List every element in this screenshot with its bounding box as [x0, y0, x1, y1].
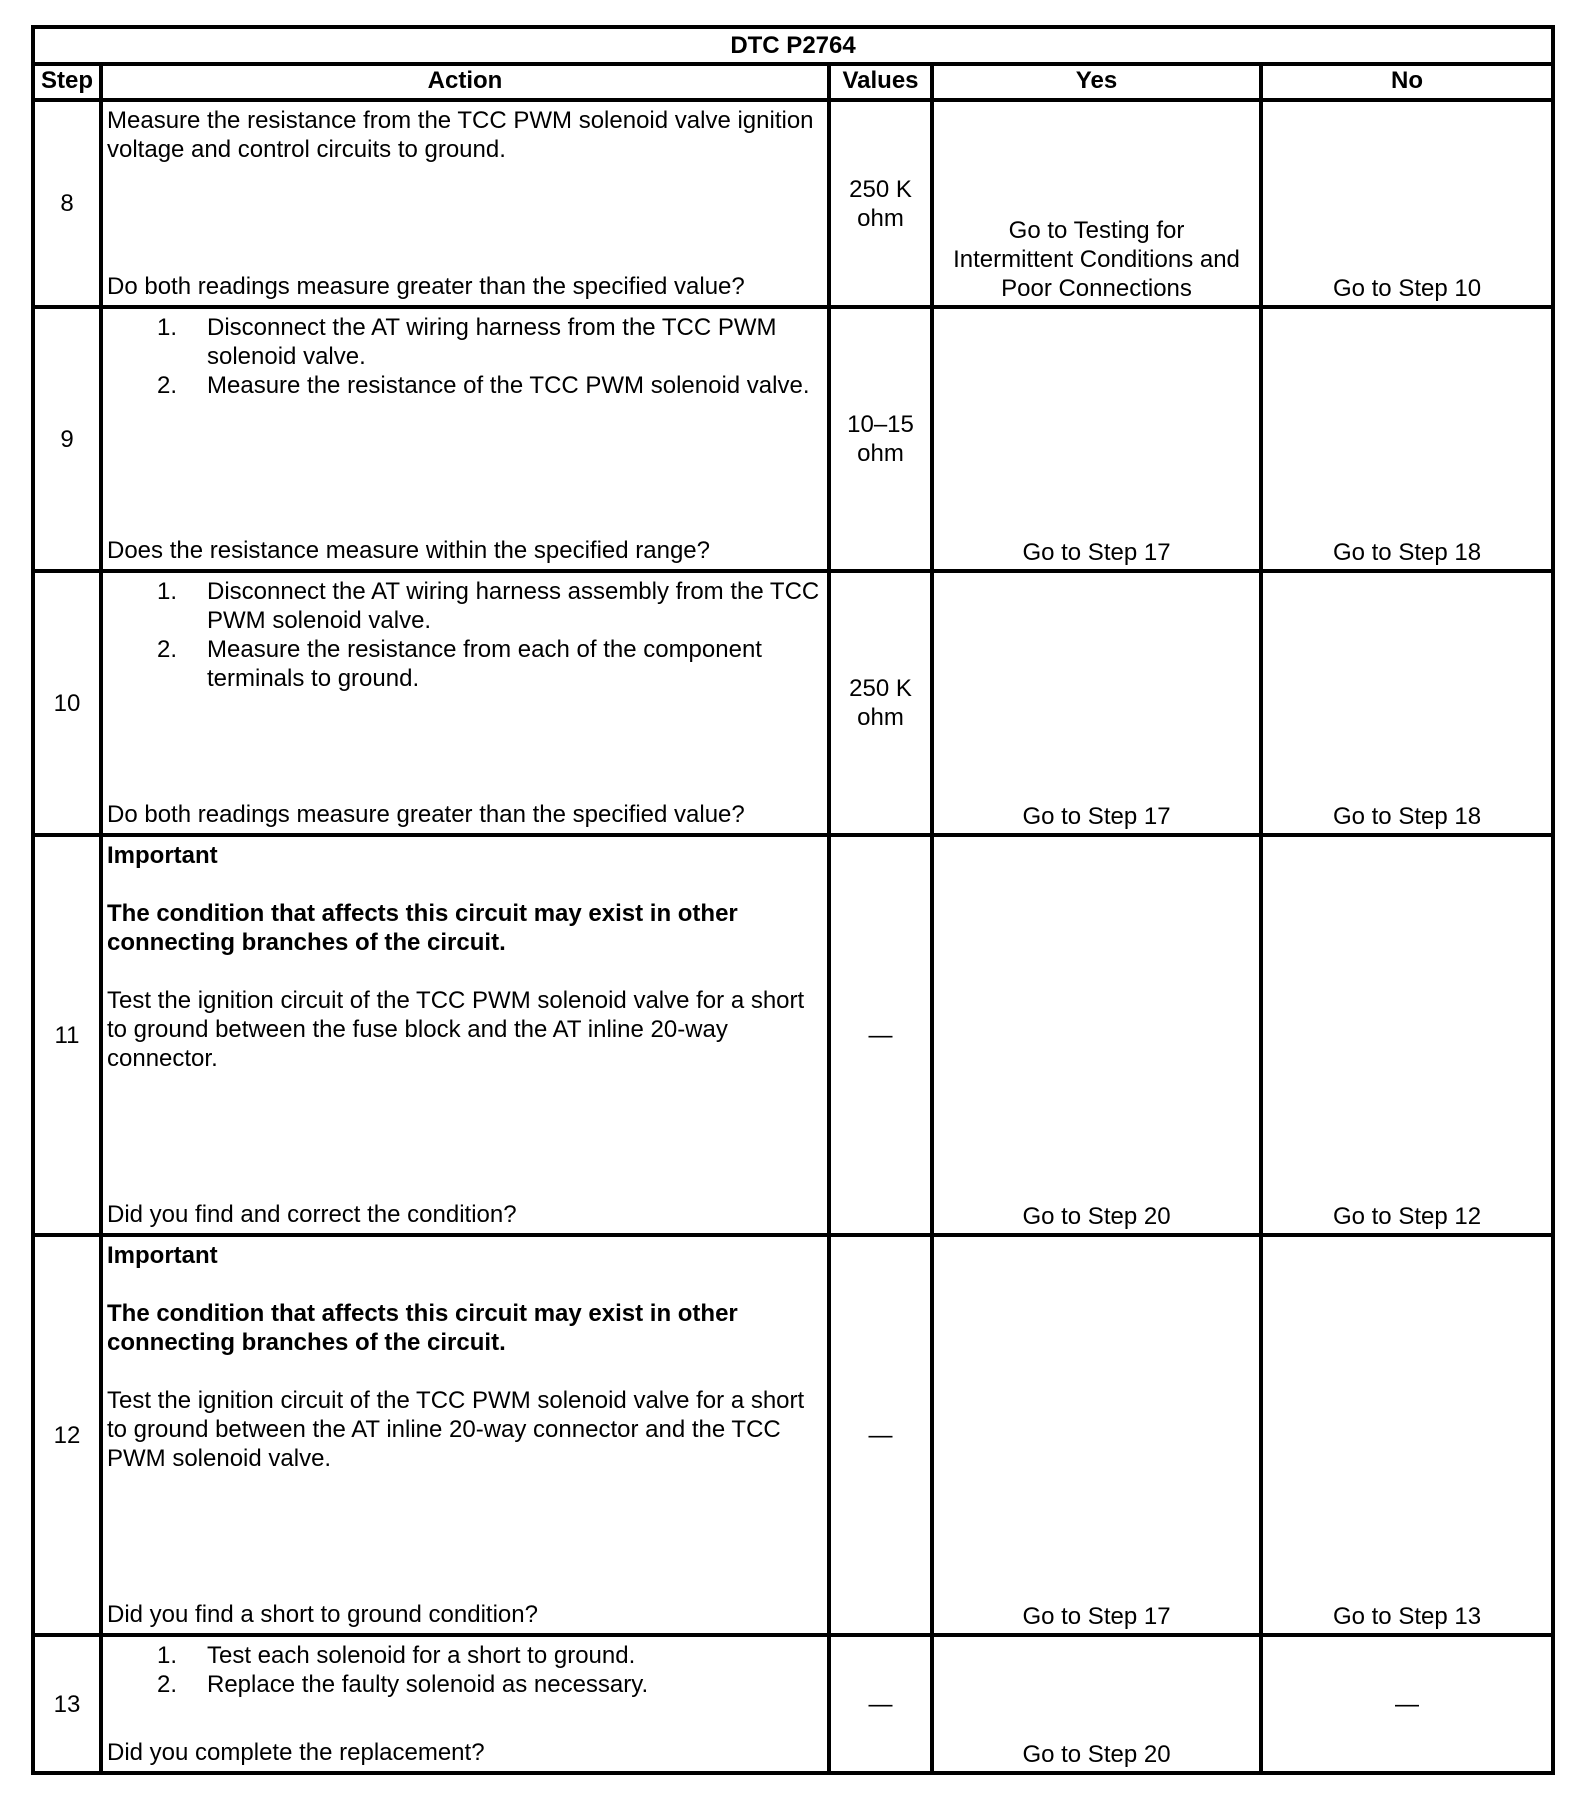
action-question: Did you complete the replacement? — [107, 1739, 485, 1766]
header-row — [33, 64, 1553, 100]
dtc-table — [31, 25, 1555, 1775]
action-question: Does the resistance measure within the specified range? — [107, 537, 710, 564]
list-item: 1. Test each solenoid for a short to ground. — [157, 1642, 636, 1669]
important-label: Important — [107, 1242, 218, 1269]
list-item: 2. Measure the resistance from each of the component terminals to ground. — [157, 636, 762, 692]
table-row — [33, 1235, 1553, 1635]
action-question: Did you find a short to ground condition? — [107, 1601, 538, 1628]
action-cell — [101, 307, 829, 571]
action-cell — [101, 1235, 829, 1635]
header-action: Action — [101, 64, 829, 100]
list-item: 1. Disconnect the AT wiring harness assembly from the TCC PWM solenoid valve. — [157, 578, 820, 634]
action-question: Do both readings measure greater than the specified value? — [107, 273, 745, 300]
values-text: 10–15 ohm — [847, 411, 914, 467]
table-row — [33, 1635, 1553, 1773]
action-question: Do both readings measure greater than the specified value? — [107, 801, 745, 828]
table-row — [33, 835, 1553, 1235]
values-cell — [829, 571, 932, 835]
step-number: 8 — [33, 100, 101, 307]
table-title: DTC P2764 — [33, 27, 1553, 64]
values-cell — [829, 307, 932, 571]
step-number: 10 — [33, 571, 101, 835]
yes-text: Go to Testing for Intermittent Conditions and Poor Connections — [953, 217, 1240, 302]
table-row — [33, 100, 1553, 307]
no-cell: Go to Step 13 — [1261, 1235, 1553, 1635]
action-cell — [101, 1635, 829, 1773]
values-cell — [829, 100, 932, 307]
no-cell: Go to Step 18 — [1261, 307, 1553, 571]
values-cell: — — [829, 835, 932, 1235]
yes-cell — [932, 100, 1261, 307]
table-row — [33, 571, 1553, 835]
header-yes: Yes — [932, 64, 1261, 100]
action-body: Test the ignition circuit of the TCC PWM solenoid valve for a short to ground between the fuse block and the AT inline 20-way connector. — [107, 987, 805, 1072]
action-cell — [101, 835, 829, 1235]
important-text: The condition that affects this circuit may exist in other connecting branches of the circuit. — [107, 900, 738, 956]
action-question: Did you find and correct the condition? — [107, 1201, 517, 1228]
action-list — [107, 313, 823, 400]
no-cell: Go to Step 12 — [1261, 835, 1553, 1235]
action-cell — [101, 571, 829, 835]
list-item: 1. Disconnect the AT wiring harness from the TCC PWM solenoid valve. — [157, 314, 777, 370]
important-text: The condition that affects this circuit may exist in other connecting branches of the circuit. — [107, 1300, 738, 1356]
step-number: 12 — [33, 1235, 101, 1635]
list-item: 2. Replace the faulty solenoid as necessary. — [157, 1671, 649, 1698]
yes-cell: Go to Step 20 — [932, 1635, 1261, 1773]
values-text: 250 K ohm — [849, 175, 912, 232]
yes-cell: Go to Step 17 — [932, 1235, 1261, 1635]
action-list — [107, 1641, 823, 1699]
action-cell — [101, 100, 829, 307]
no-cell: Go to Step 18 — [1261, 571, 1553, 835]
step-number: 13 — [33, 1635, 101, 1773]
list-item: 2. Measure the resistance of the TCC PWM solenoid valve. — [157, 372, 810, 399]
values-text: 250 K ohm — [849, 675, 912, 731]
action-list — [107, 577, 823, 693]
no-cell: — — [1261, 1635, 1553, 1773]
no-cell: Go to Step 10 — [1261, 100, 1553, 307]
values-cell: — — [829, 1635, 932, 1773]
important-label: Important — [107, 842, 218, 869]
table-row — [33, 307, 1553, 571]
yes-cell: Go to Step 17 — [932, 307, 1261, 571]
action-intro: Measure the resistance from the TCC PWM solenoid valve ignition voltage and control circuits to ground. — [107, 107, 814, 163]
step-number: 9 — [33, 307, 101, 571]
yes-cell: Go to Step 20 — [932, 835, 1261, 1235]
step-number: 11 — [33, 835, 101, 1235]
yes-cell: Go to Step 17 — [932, 571, 1261, 835]
header-no: No — [1261, 64, 1553, 100]
header-values: Values — [829, 64, 932, 100]
header-step: Step — [33, 64, 101, 100]
values-cell: — — [829, 1235, 932, 1635]
action-body: Test the ignition circuit of the TCC PWM solenoid valve for a short to ground between the AT inline 20-way connector and the TCC PWM solenoid valve. — [107, 1387, 805, 1472]
